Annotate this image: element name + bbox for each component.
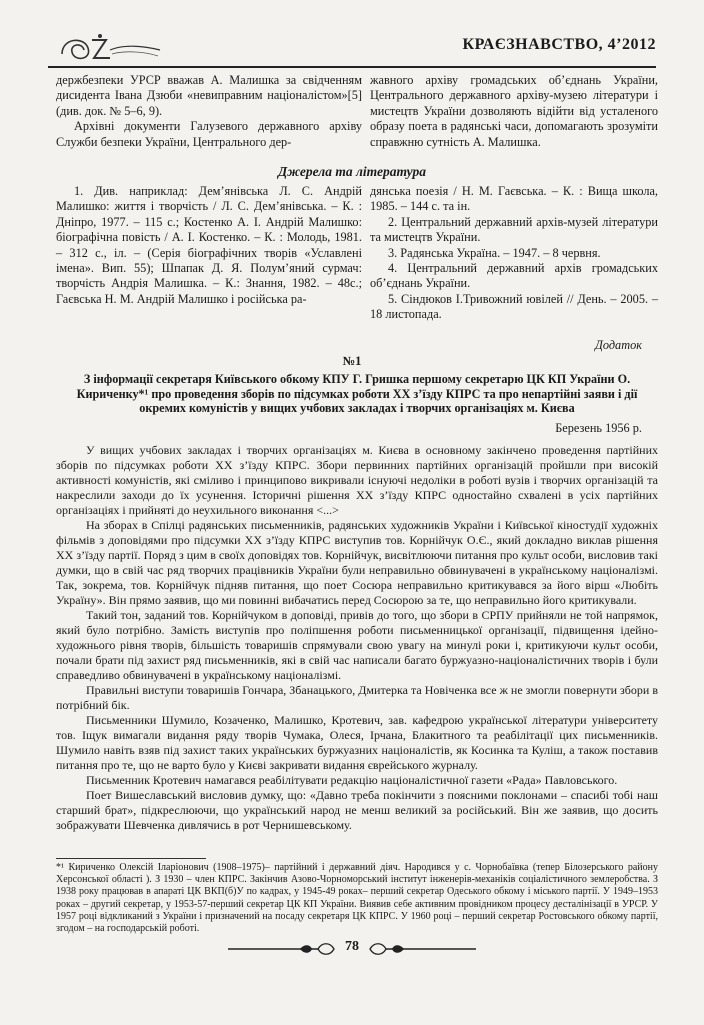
source-item: 1. Див. наприклад: Дем’янівська Л. С. Андрій Малишко: життя і творчість / Л. С. Дем’янівська. – К. : Дніпро, 1977. – 115 с.; Костенко А. І. Андрій Малишко: біографічна повість / А. І. Костенко. – К. : Молодь, 1981. – 312 с., іл. – (Серія біографічних творів «Уславлені імена». Вип. 55); Шпапак Д. Я. Полум’яний сурмач: творчість Андрія Малишка. – К.: Знання, 1982. – 48с.; Гаєвська Н. М. Андрій Малишко і російська ра-: [56, 184, 362, 306]
appendix-label: Додаток: [595, 338, 642, 352]
source-item-continuation: дянська поезія / Н. М. Гаєвська. – К. : Вища школа, 1985. – 144 с. та ін.: [370, 184, 658, 214]
intro-left-paragraph: держбезпеки УРСР вважав А. Малишка за свідченням дисидента Івана Дзюби «невиправним націоналістом»[5] (див. док. № 5–6, 9).: [56, 73, 362, 118]
intro-left-column: [56, 73, 362, 150]
intro-left-paragraph: Архівні документи Галузевого державного архіву Служби безпеки України, Центрального дер-: [56, 119, 362, 149]
source-item: 4. Центральний державний архів громадських об’єднань України.: [370, 261, 658, 291]
document-body: [56, 443, 658, 833]
footnote-text: *¹ Кириченко Олексій Іларіонович (1908–1975)– партійний і державний діяч. Народився у с. Чорнобаївка (тепер Білозерського району Херсонської області ). З 1930 – член КПРС. Закінчив Азово-Чорноморський інститут інженерів-механіків соціалістичного землеробства. З 1938 року працював в апараті ЦК ВКП(б)У по кадрах, у 1945-49 роках– перший секретар Одеського обкому і міського партії. У 1949–1953 роках – другий секретар, у 1953-57-перший секретар ЦК КП України. Виявив себе активним провідником процесу десталінізації в УРСР. У 1957 році відкликаний з України і призначений на посаду секретаря ЦК КПРС. У 1960 році – перший секретар Ростовського обкому партії, згодом – на господарській роботі.: [56, 862, 658, 935]
body-paragraph: Такий тон, заданий тов. Корнійчуком в доповіді, привів до того, що збори в СРПУ прийняли не той напрямок, який було потрібно. Замість виступів про поліпшення роботи письменницької організації, підвищення ідейно-художнього рівня творів, більшість товаришів спрямували свою увагу на минулі роки і, критикуючи культ особи, почали брати під захист ряд письменників, які в свій час написали багато буржуазно-націоналістичних творів і були справедливо обвинувачені в українському націоналізмі.: [56, 608, 658, 682]
document-date: Березень 1956 р.: [555, 421, 642, 435]
journal-title: КРАЄЗНАВСТВО, 4’2012: [462, 36, 656, 53]
intro-right-column: [370, 73, 658, 150]
intro-right-paragraph: жавного архіву громадських об’єднань України, Центрального державного архіву-музею літератури і мистецтв України дозволяють відійти від усталеного образу поета в радянські часи, допомагають зрозуміти справжню сутність А. Малишка.: [370, 73, 658, 149]
document-number: №1: [342, 354, 362, 368]
body-paragraph: У вищих учбових закладах і творчих організаціях м. Києва в основному закінчено проведення партійних зборів по підсумках роботи XX з’їзду КПРС. Збори первинних партійних організацій пройшли при високій активності комуністів, які сміливо і принципово викривали існуючі недоліки в роботі вузів і творчих організацій та накреслили заходи до їх усунення. Історичні рішення XX з’їзду КПРС одностайно схвалені в усіх партійних організаціях і прийняті до неухильного виконання <...>: [56, 443, 658, 517]
header-rule: [48, 66, 656, 68]
source-item: 5. Сіндюков І.Тривожний ювілей // День. – 2005. – 18 листопада.: [370, 291, 658, 322]
sources-left-column: [56, 184, 362, 307]
body-paragraph: Правильні виступи товаришів Гончара, Збанацького, Дмитерка та Новіченка все ж не змогли повернути збори в потрібний бік.: [56, 683, 658, 712]
body-paragraph: Письменники Шумило, Козаченко, Малишко, Кротевич, зав. кафедрою української літератури університету тов. Іщук вимагали видання ряду творів Чумака, Олеся, Ірчана, Блакитного та реабілітації цих письменників. Шумило навіть взяв під захист таких українських буржуазних націоналістів, як Косинка та Куліш, а також поставив питання про те, що не варто було у Києві закривати видання єврейського журналу.: [56, 713, 658, 772]
body-paragraph: Поет Вишеславський висловив думку, що: «Давно треба покінчити з поясними поклонами – спасибі тобі наш старший брат», підкреслюючи, що український народ не менш великий за російський. Він же заявив, що досить зображувати Шевченка дивлячись в рот Чернишевському.: [56, 788, 658, 832]
source-item: 3. Радянська Україна. – 1947. – 8 червня.: [388, 245, 601, 260]
body-paragraph: На зборах в Спілці радянських письменників, радянських художників України і Київської кіностудії художніх фільмів з доповідями про підсумки XX з’їзду КПРС виступив тов. Корнійчук О.Є., який докладно виклав рішення XX з’їзду партії. Поряд з цим в своїх доповідях тов. Корнійчук, висвітлюючи питання про культ особи, висловив такі думки, що в свій час ряд творчих працівників України були неправильно обвинувачені в українському націоналізмі. Так, зокрема, тов. Корнійчук підняв питання, що поет Сосюра неправильно критикувався за його вірш «Любіть Україну». Він прямо заявив, що ми повинні вибачатись перед Сосюрою за те, що неправильно його критикували.: [56, 518, 658, 607]
sources-right-column: [370, 184, 658, 323]
decorative-logo-icon: [54, 28, 164, 68]
document-title: З інформації секретаря Київського обкому КПУ Г. Гришка першому секретарю ЦК КП України О. Кириченку*¹ про проведення зборів по підсумках роботи XX з’їзду КПРС та про непартійні заяви і дії окремих комуністів у вищих учбових закладах і творчих організаціях м. Києва: [76, 372, 638, 415]
page-number: 78: [345, 939, 359, 954]
sources-heading: Джерела та література: [278, 164, 426, 179]
footnote: [56, 862, 658, 935]
source-item: 2. Центральний державний архів-музей літератури та мистецтв України.: [370, 214, 658, 245]
footnote-rule: [56, 858, 206, 859]
body-paragraph: Письменник Кротевич намагався реабілітувати редакцію націоналістичної газети «Рада» Павловського.: [86, 773, 618, 787]
